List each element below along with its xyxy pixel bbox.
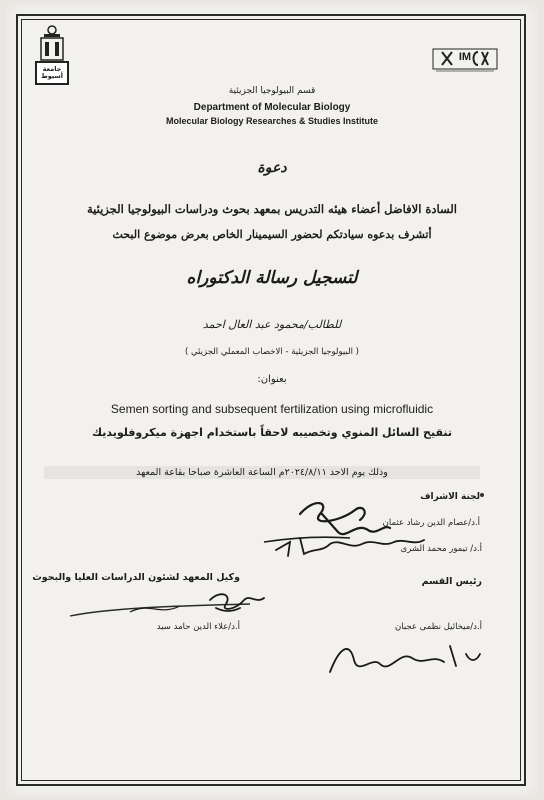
institute-logo	[432, 48, 498, 74]
committee-member-1: أ.د/عصام الدين رشاد عثمان	[382, 518, 480, 528]
student-name: للطالب/محمود عبد العال احمد	[202, 318, 342, 331]
committee-member-3: أ.د/ميخائيل نظمى عجبان	[395, 622, 482, 632]
department-english: Department of Molecular Biology	[193, 102, 351, 113]
logo-caption: جامعة أسيوط	[40, 65, 64, 80]
bullet-dot	[480, 493, 484, 497]
vice-dean-name: أ.د/علاء الدين حامد سيد	[156, 622, 240, 632]
address-line-1: السادة الافاضل أعضاء هيئه التدريس بمعهد بحوث ودراسات البيولوجيا الجزيئية	[87, 202, 457, 216]
address-line-2: أتشرف بدعوه سيادتكم لحضور السيمينار الخاص بعرض موضوع البحث	[112, 228, 432, 241]
committee-member-2: أ.د/ تيمور محمد الشرى	[400, 544, 482, 554]
vice-dean-label: وكيل المعهد لشئون الدراسات العليا والبحوث	[32, 572, 240, 583]
institute-english: Molecular Biology Researches & Studies Institute	[165, 116, 379, 126]
logo-letters: IM	[458, 51, 472, 63]
seminar-datetime: وذلك يوم الاحد ٢٠٢٤/٨/١١م الساعة العاشرة صباحا بقاعة المعهد	[44, 466, 480, 479]
seminar-headline: لتسجيل رسالة الدكتوراه	[186, 268, 358, 288]
invitation-heading: دعوة	[257, 160, 287, 176]
program-name: ( البيولوجيا الجزيئية - الاخصاب المعملي الجزيئي )	[184, 347, 359, 357]
signature-member-3	[320, 632, 490, 684]
university-logo	[32, 24, 72, 86]
committee-label: لجنة الاشراف	[420, 492, 480, 502]
head-of-department-label: رئيس القسم	[421, 576, 482, 587]
signature-member-2	[270, 530, 430, 560]
department-arabic: قسم البيولوجيا الجزيئية	[228, 86, 316, 96]
thesis-title-arabic: تنقيح السائل المنوي وتخصيبه لاحقاً باستخدام اجهزة ميكروفلويديك	[91, 426, 453, 439]
thesis-title-english: Semen sorting and subsequent fertilization using microfluidic	[110, 402, 434, 416]
signature-vice-dean	[60, 590, 280, 624]
titled-label: بعنوان:	[257, 374, 287, 385]
